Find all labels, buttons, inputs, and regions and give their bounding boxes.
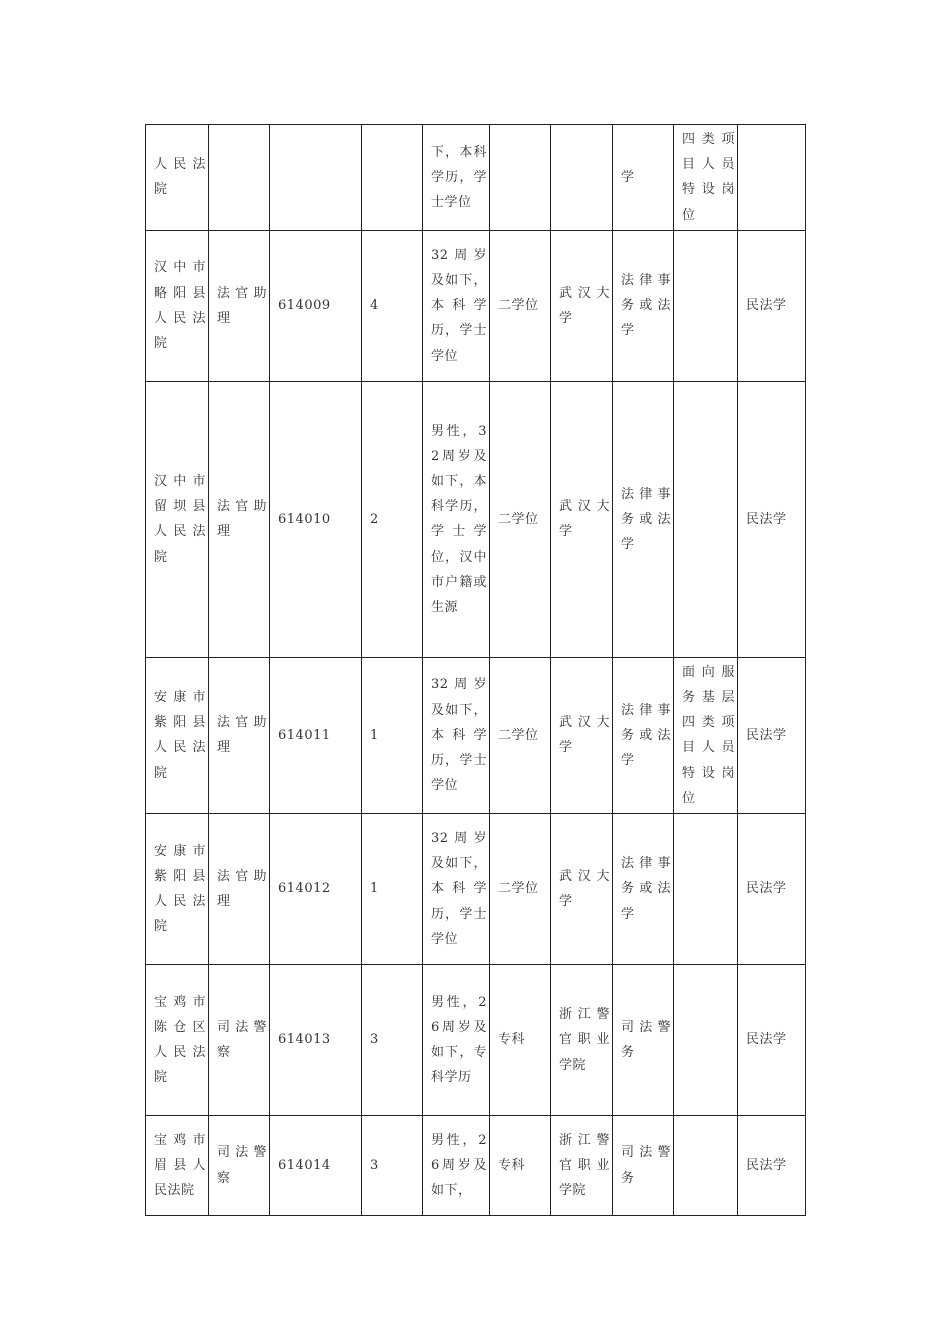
cell-school: 浙江警官职业学院	[551, 1116, 613, 1216]
cell-code: 614010	[270, 381, 362, 657]
cell-major: 司法警务	[613, 965, 674, 1116]
cell-requirements: 男性，26周岁及如下，	[423, 1116, 490, 1216]
cell-count: 3	[362, 1116, 423, 1216]
cell-school	[551, 125, 613, 231]
cell-subject: 民法学	[738, 1116, 806, 1216]
cell-count: 3	[362, 965, 423, 1116]
cell-note	[674, 965, 738, 1116]
cell-count: 1	[362, 814, 423, 965]
cell-position: 法官助理	[209, 230, 270, 381]
cell-unit: 汉中市留坝县人民法院	[146, 381, 209, 657]
cell-unit: 安康市紫阳县人民法院	[146, 814, 209, 965]
cell-note	[674, 230, 738, 381]
cell-major: 法律事务或法学	[613, 230, 674, 381]
cell-unit: 安康市紫阳县人民法院	[146, 657, 209, 813]
recruitment-table	[145, 124, 806, 1216]
cell-unit: 汉中市略阳县人民法院	[146, 230, 209, 381]
cell-count: 2	[362, 381, 423, 657]
table-row	[146, 230, 806, 381]
cell-position: 法官助理	[209, 814, 270, 965]
cell-note	[674, 814, 738, 965]
cell-degree	[490, 125, 551, 231]
cell-requirements: 下，本科学历，学士学位	[423, 125, 490, 231]
cell-degree: 二学位	[490, 381, 551, 657]
cell-requirements: 男性，32周岁及如下，本科学历，学士学位，汉中市户籍或生源	[423, 381, 490, 657]
cell-school: 武汉大学	[551, 657, 613, 813]
cell-code	[270, 125, 362, 231]
table-row	[146, 1116, 806, 1216]
table-row	[146, 381, 806, 657]
cell-school: 浙江警官职业学院	[551, 965, 613, 1116]
table-row	[146, 657, 806, 813]
cell-degree: 二学位	[490, 657, 551, 813]
cell-position: 司法警察	[209, 965, 270, 1116]
cell-school: 武汉大学	[551, 814, 613, 965]
cell-major: 学	[613, 125, 674, 231]
cell-unit: 人民法院	[146, 125, 209, 231]
cell-requirements: 32周岁及如下，本科学历，学士学位	[423, 814, 490, 965]
cell-code: 614013	[270, 965, 362, 1116]
cell-degree: 二学位	[490, 230, 551, 381]
cell-requirements: 32周岁及如下，本科学历，学士学位	[423, 657, 490, 813]
cell-subject: 民法学	[738, 657, 806, 813]
cell-position	[209, 125, 270, 231]
cell-position: 司法警察	[209, 1116, 270, 1216]
cell-requirements: 32周岁及如下，本科学历，学士学位	[423, 230, 490, 381]
cell-subject	[738, 125, 806, 231]
cell-count: 4	[362, 230, 423, 381]
cell-count: 1	[362, 657, 423, 813]
cell-code: 614012	[270, 814, 362, 965]
table-row	[146, 125, 806, 231]
cell-major: 法律事务或法学	[613, 814, 674, 965]
cell-subject: 民法学	[738, 814, 806, 965]
cell-major: 司法警务	[613, 1116, 674, 1216]
table-row	[146, 965, 806, 1116]
cell-position: 法官助理	[209, 657, 270, 813]
cell-subject: 民法学	[738, 230, 806, 381]
cell-subject: 民法学	[738, 965, 806, 1116]
cell-count	[362, 125, 423, 231]
table-row	[146, 814, 806, 965]
cell-major: 法律事务或法学	[613, 381, 674, 657]
cell-subject: 民法学	[738, 381, 806, 657]
cell-code: 614014	[270, 1116, 362, 1216]
cell-note	[674, 1116, 738, 1216]
cell-school: 武汉大学	[551, 230, 613, 381]
cell-degree: 二学位	[490, 814, 551, 965]
cell-degree: 专科	[490, 1116, 551, 1216]
cell-note	[674, 381, 738, 657]
cell-major: 法律事务或法学	[613, 657, 674, 813]
cell-requirements: 男性，26周岁及如下，专科学历	[423, 965, 490, 1116]
cell-unit: 宝鸡市眉县人民法院	[146, 1116, 209, 1216]
cell-school: 武汉大学	[551, 381, 613, 657]
cell-degree: 专科	[490, 965, 551, 1116]
cell-note: 四类项目人员特设岗位	[674, 125, 738, 231]
cell-note: 面向服务基层四类项目人员特设岗位	[674, 657, 738, 813]
cell-code: 614011	[270, 657, 362, 813]
cell-unit: 宝鸡市陈仓区人民法院	[146, 965, 209, 1116]
cell-position: 法官助理	[209, 381, 270, 657]
cell-code: 614009	[270, 230, 362, 381]
